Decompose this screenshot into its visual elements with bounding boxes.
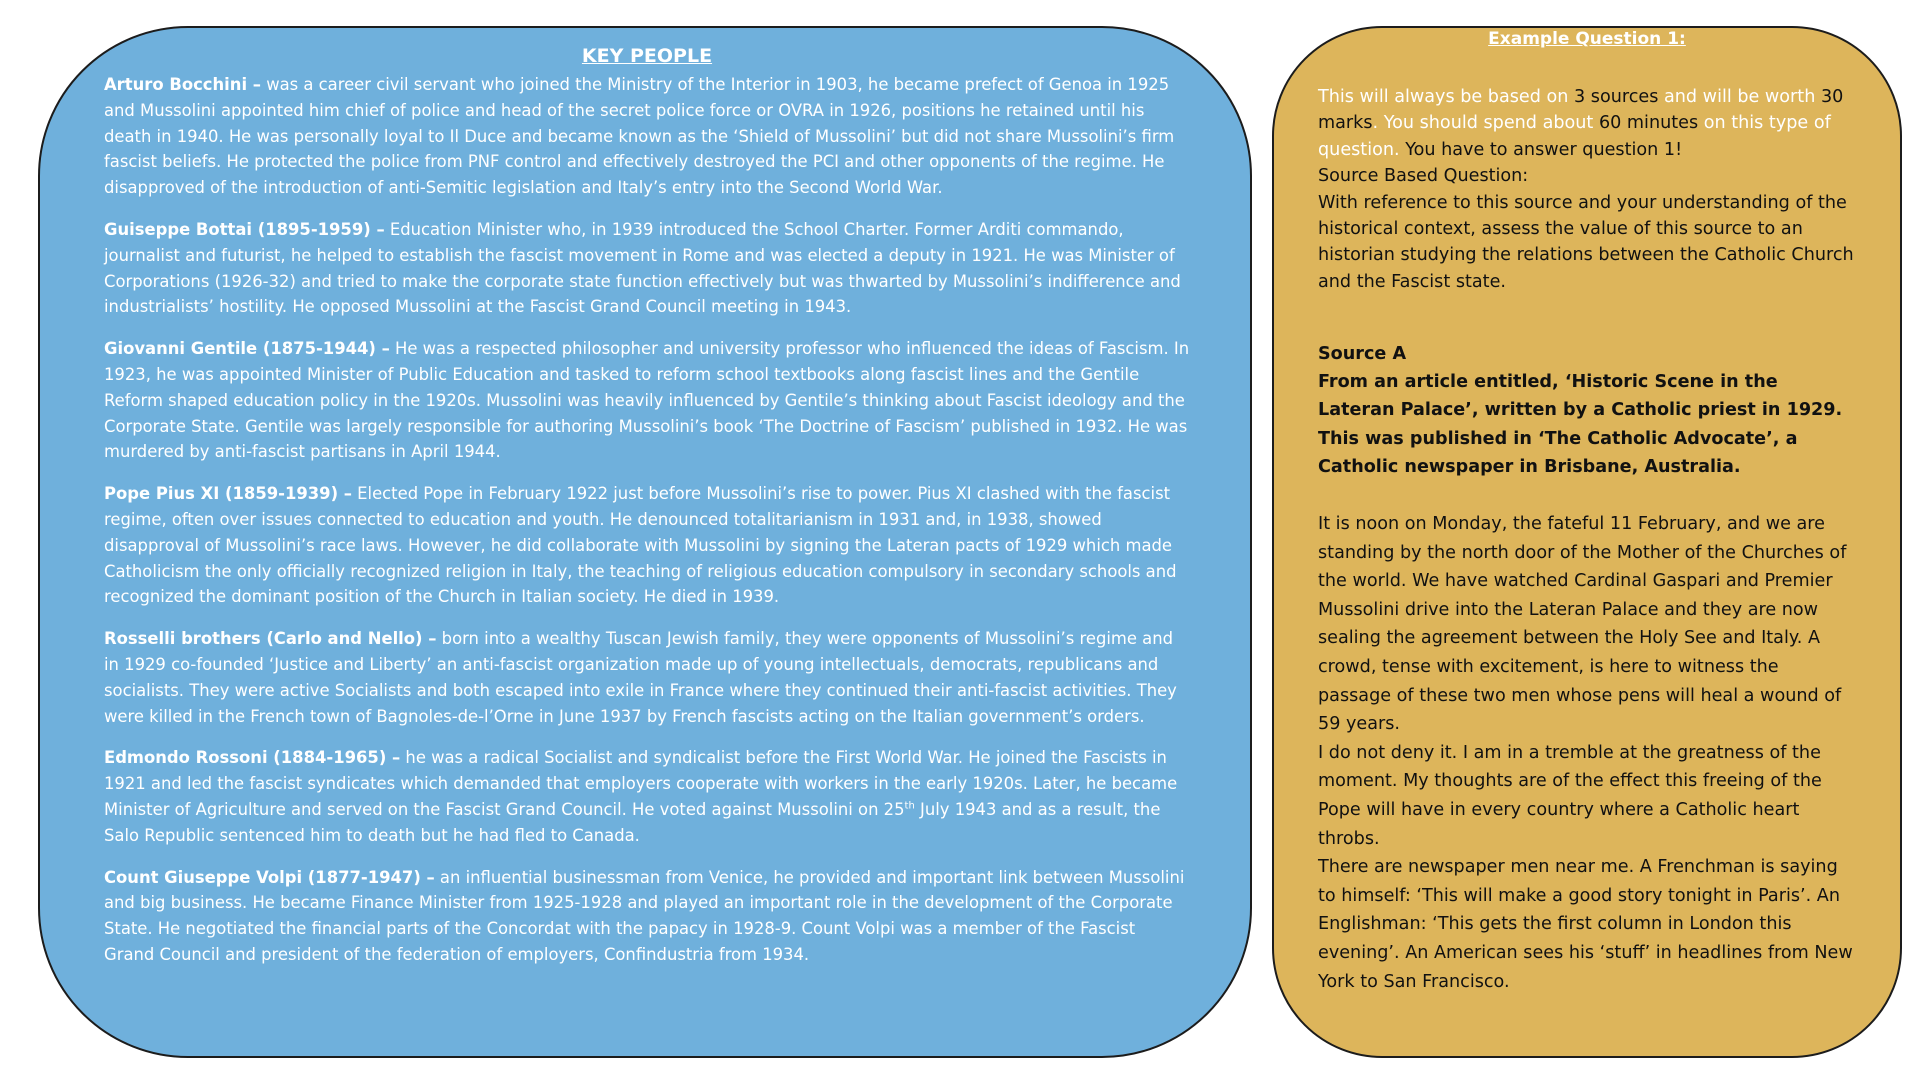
question-body: [1318, 84, 1856, 996]
person-description: Education Minister who, in 1939 introduced the School Charter. Former Arditi commando, journalist and futurist, he helped to establish the fascist movement in Rome and was elected a deputy in 1921. He was Minister of Corporations (1926-32) and tried to make the corporate state function effectively but was thwarted by Mussolini’s indifference and industrialists’ hostility. He opposed Mussolini at the Fascist Grand Council meeting in 1943.: [104, 219, 1181, 317]
person-name: Edmondo Rossoni (1884-1965) –: [104, 748, 401, 768]
key-person-entry: [104, 336, 1190, 465]
intro-text: and will be worth: [1658, 87, 1821, 107]
key-person-entry: [104, 745, 1190, 848]
person-name: Rosselli brothers (Carlo and Nello) –: [104, 629, 437, 649]
source-description: From an article entitled, ‘Historic Scene in the Lateran Palace’, written by a Catholic priest in 1929. This was published in ‘The Catholic Advocate’, a Catholic newspaper in Brisbane, Australia.: [1318, 371, 1843, 478]
source-heading: Source A: [1318, 344, 1407, 365]
intro-text: . You should spend about: [1372, 113, 1599, 134]
intro-text: This will always be based on: [1318, 87, 1574, 107]
person-description: he was a radical Socialist and syndicalist before the First World War. He joined the Fascists in 1921 and led the fascist syndicates which demanded that employers cooperate with workers in the early 1920s. Later, he became Minister of Agriculture and served on the Fascist Grand Council. He voted against Mussolini on 25: [104, 748, 1178, 819]
example-question-panel: [1272, 26, 1902, 1058]
intro-highlight-minutes: 60 minutes: [1598, 113, 1699, 134]
key-people-title: KEY PEOPLE: [581, 45, 713, 67]
intro-highlight-marks: 30 marks: [1318, 87, 1844, 134]
intro-text: on this type of question.: [1318, 113, 1831, 160]
person-description: He was a respected philosopher and university professor who influenced the ideas of Fascism. In 1923, he was appointed Minister of Public Education and tasked to reform school textbooks along fascist lines and the Gentile Reform shaped education policy in the 1920s. Mussolini was heavily influenced by Gentile’s thinking about Fascist ideology and the Corporate State. Gentile was largely responsible for authoring Mussolini’s book ‘The Doctrine of Fascism’ published in 1932. He was murdered by anti-fascist partisans in April 1944.: [104, 339, 1190, 462]
spacer: [1318, 295, 1856, 329]
key-person-entry: [104, 626, 1190, 729]
key-person-entry: [104, 865, 1190, 968]
ordinal-suffix: th: [904, 800, 915, 812]
key-person-entry: [104, 72, 1190, 201]
sbq-text: With reference to this source and your understanding of the historical context, assess the value of this source to an historian studying the relations between the Catholic Church and the Fascist state.: [1318, 192, 1854, 292]
person-description: an influential businessman from Venice, he provided and important link between Mussolini and big business. He became Finance Minister from 1925-1928 and played an important role in the development of the Corporate State. He negotiated the financial parts of the Concordat with the papacy in 1928-9. Count Volpi was a member of the Fascist Grand Council and president of the federation of employers, Confindustria from 1934.: [104, 867, 1185, 964]
key-people-panel: [38, 26, 1252, 1058]
person-name: Arturo Bocchini –: [104, 75, 261, 94]
question-intro: [1318, 84, 1856, 163]
source-paragraph: There are newspaper men near me. A Frenchman is saying to himself: ‘This will make a good story tonight in Paris’. An Englishman: ‘This gets the first column in London this evening’. An American sees his ‘stuff’ in headlines from New York to San Francisco.: [1318, 857, 1853, 992]
example-question-title: Example Question 1:: [1488, 29, 1686, 49]
person-description: was a career civil servant who joined the Ministry of the Interior in 1903, he became prefect of Genoa in 1925 and Mussolini appointed him chief of police and head of the secret police force or OVRA in 1926, positions he retained until his death in 1940. He was personally loyal to Il Duce and became known as the ‘Shield of Mussolini’ but did not share Mussolini’s firm fascist beliefs. He protected the police from PNF control and effectively destroyed the PCI and other opponents of the regime. He disapproved of the introduction of anti-Semitic legislation and Italy’s entry into the Second World War.: [104, 75, 1175, 198]
source-paragraph: It is noon on Monday, the fateful 11 February, and we are standing by the north door of the Mother of the Churches of the world. We have watched Cardinal Gaspari and Premier Mussolini drive into the Lateran Palace and they are now sealing the agreement between the Holy See and Italy. A crowd, tense with excitement, is here to witness the passage of these two men whose pens will heal a wound of 59 years.: [1318, 514, 1847, 735]
source-paragraph: I do not deny it. I am in a tremble at the greatness of the moment. My thoughts are of the effect this freeing of the Pope will have in every country where a Catholic heart throbs.: [1318, 742, 1822, 849]
sbq-label: Source Based Question:: [1318, 166, 1529, 187]
person-name: Count Giuseppe Volpi (1877-1947) –: [104, 867, 435, 887]
intro-highlight-answer: You have to answer question 1!: [1405, 139, 1683, 160]
person-description-continued: July 1943 and as a result, the Salo Republic sentenced him to death but he had fled to Canada.: [104, 799, 1161, 845]
person-name: Giovanni Gentile (1875-1944) –: [104, 339, 390, 359]
key-person-entry: [104, 217, 1190, 320]
person-name: Pope Pius XI (1859-1939) –: [104, 484, 352, 504]
person-description: Elected Pope in February 1922 just before Mussolini’s rise to power. Pius XI clashed with the fascist regime, often over issues connected to education and youth. He denounced totalitarianism in 1931 and, in 1938, showed disapproval of Mussolini’s race laws. However, he did collaborate with Mussolini by signing the Lateran pacts of 1929 which made Catholicism the only officially recognized religion in Italy, the teaching of religious education compulsory in secondary schools and recognized the dominant position of the Church in Italian society. He died in 1939.: [104, 484, 1177, 607]
intro-highlight-sources: 3 sources: [1574, 87, 1659, 107]
person-name: Guiseppe Bottai (1895-1959) –: [104, 219, 385, 239]
key-person-entry: [104, 481, 1190, 610]
spacer: [1318, 482, 1856, 510]
person-description: born into a wealthy Tuscan Jewish family, they were opponents of Mussolini’s regime and in 1929 co-founded ‘Justice and Liberty’ an anti-fascist organization made up of young intellectuals, democrats, republicans and socialists. They were active Socialists and both escaped into exile in France where they continued their anti-fascist activities. They were killed in the French town of Bagnoles-de-l’Orne in June 1937 by French fascists acting on the Italian government’s orders.: [104, 629, 1177, 726]
